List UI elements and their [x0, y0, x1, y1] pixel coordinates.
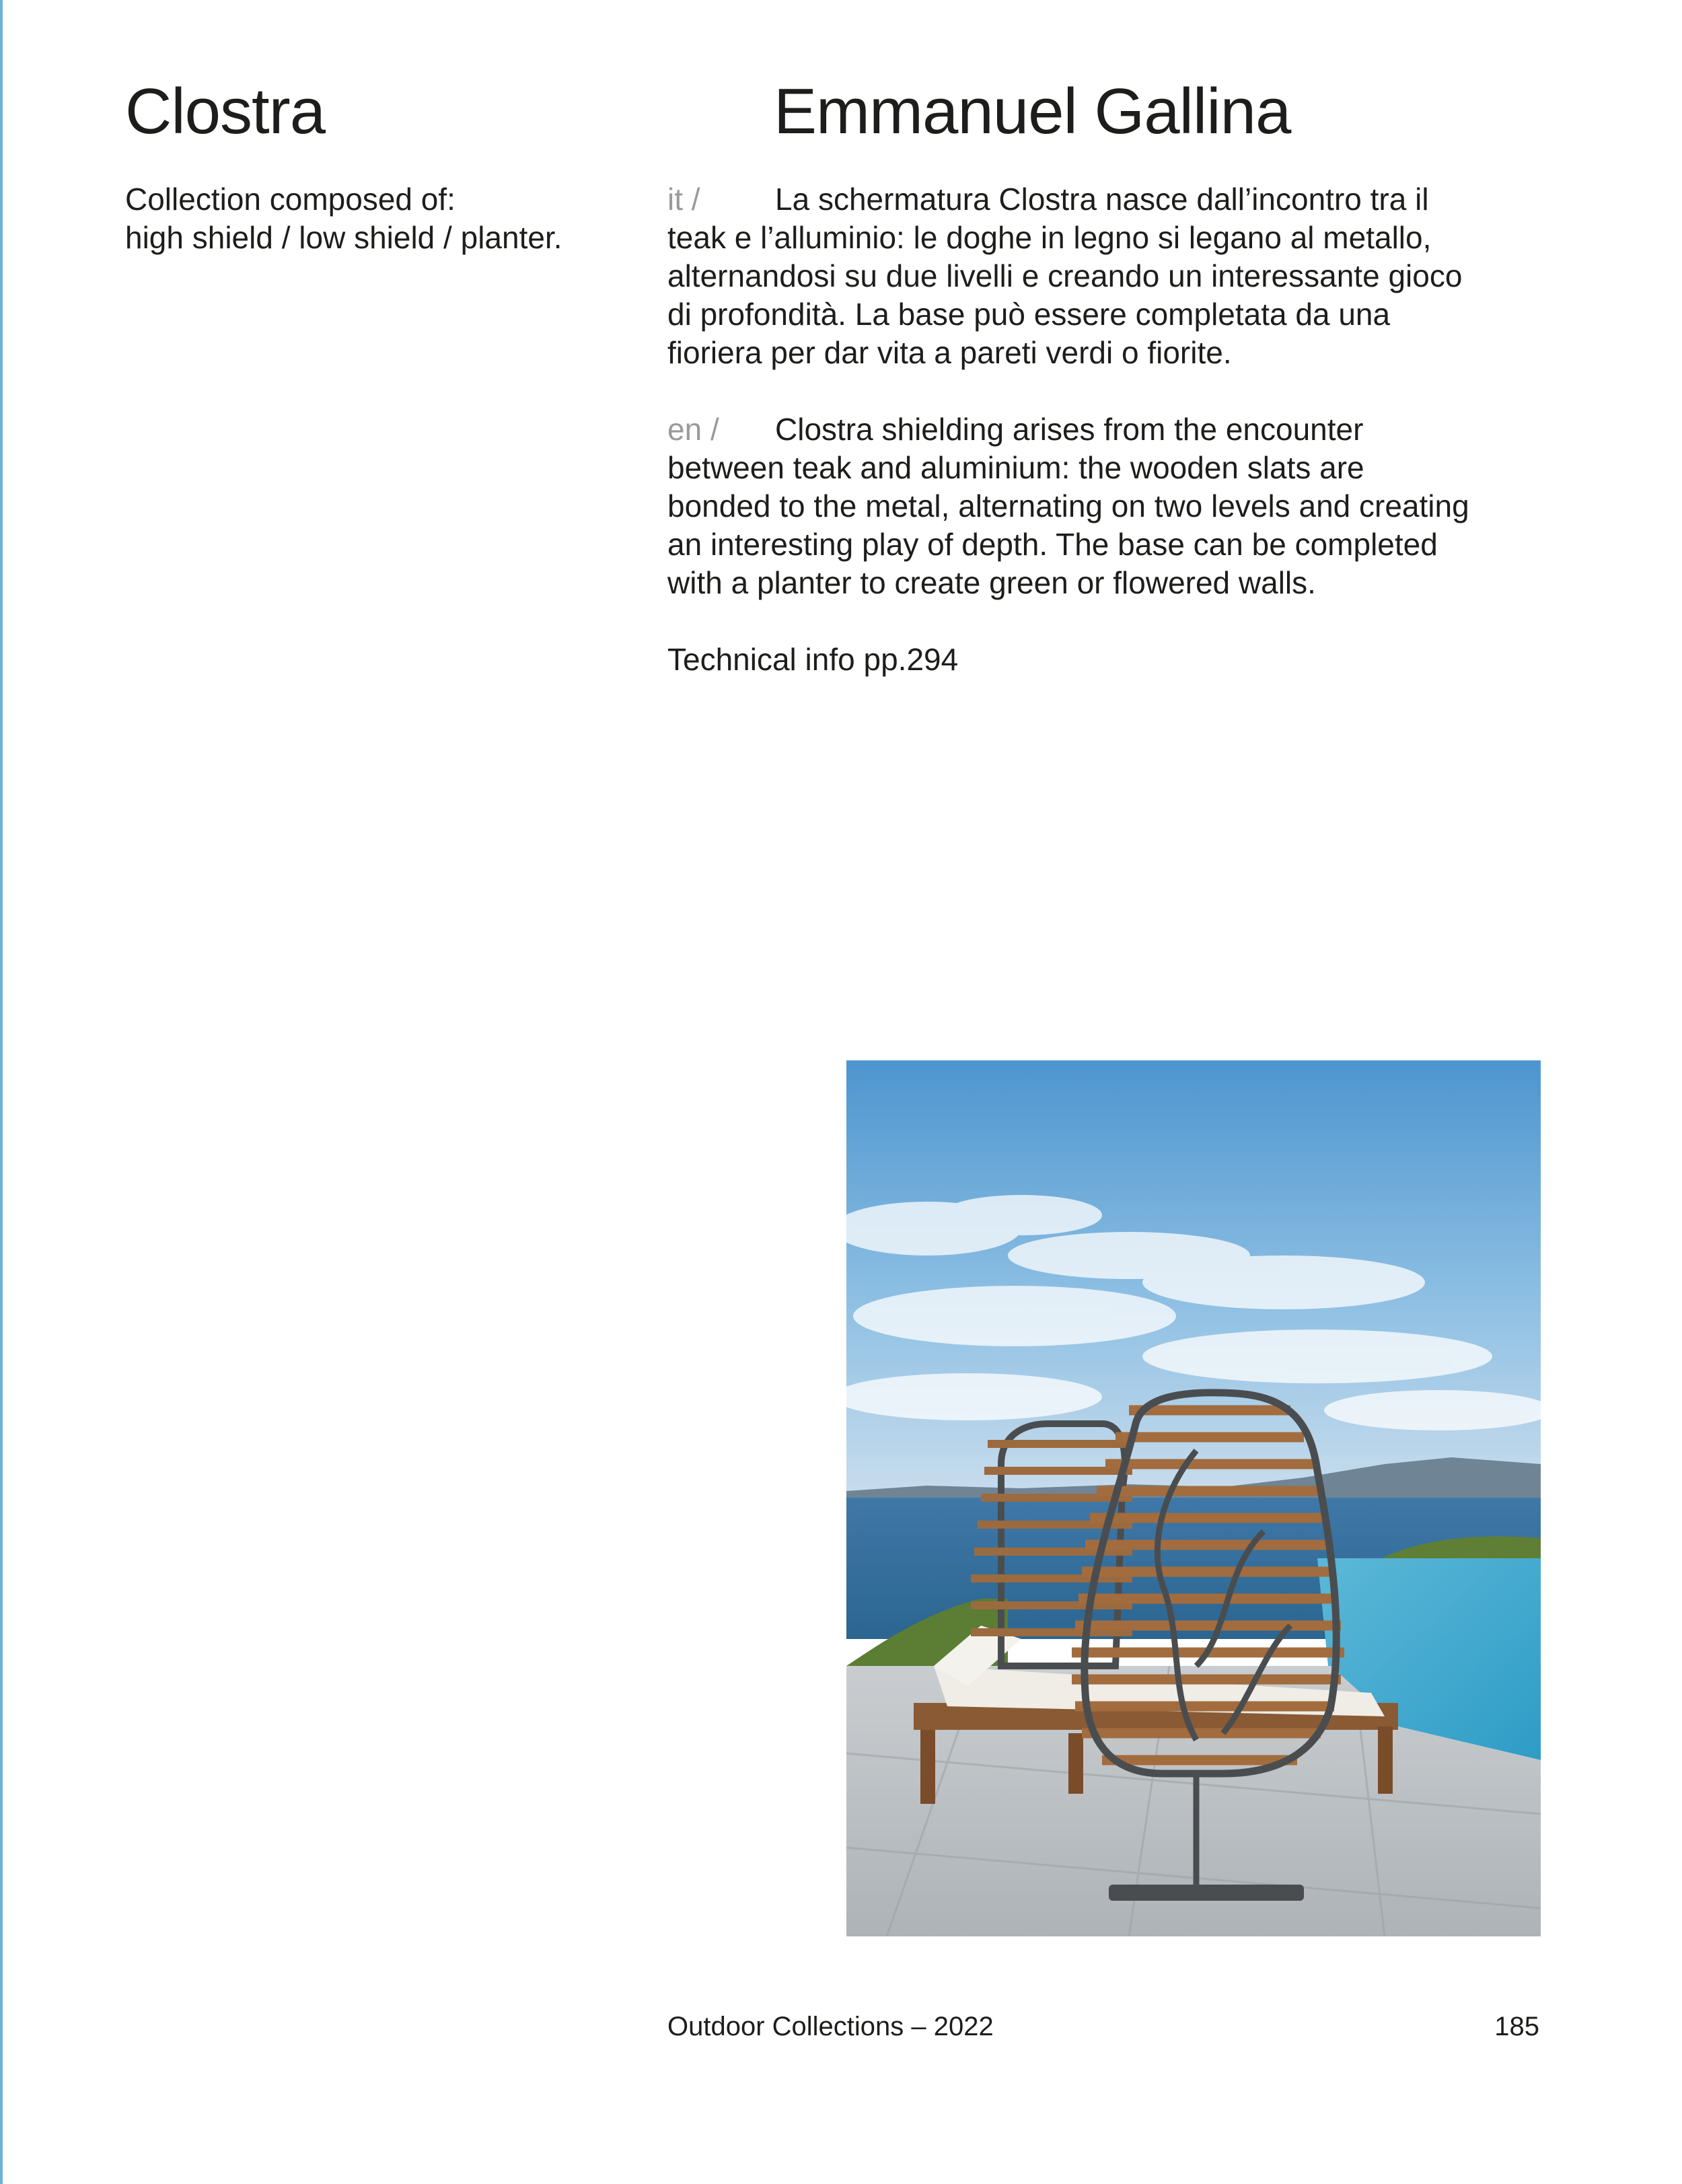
page-edge-strip — [0, 0, 3, 2184]
publication-footer: Outdoor Collections – 2022 — [667, 2012, 994, 2041]
it-line-3: alternandosi su due livelli e creando un interessante gioco — [667, 258, 1463, 293]
description-column — [667, 180, 1562, 679]
it-line-1-text: La schermatura Clostra nasce dall’incontro tra il — [775, 182, 1429, 217]
en-line-2: between teak and aluminium: the wooden slats are — [667, 450, 1364, 485]
it-line-1 — [667, 180, 1562, 219]
composition-line-1: Collection composed of: — [125, 182, 455, 217]
italian-description — [667, 180, 1562, 372]
it-line-5: fioriera per dar vita a pareti verdi o fiorite. — [667, 335, 1232, 370]
en-line-3: bonded to the metal, alternating on two levels and creating — [667, 488, 1469, 523]
it-line-4: di profondità. La base può essere completata da una — [667, 297, 1391, 332]
en-line-1 — [667, 410, 1562, 449]
composition-line-2: high shield / low shield / planter. — [125, 220, 562, 255]
designer-name: Emmanuel Gallina — [774, 75, 1291, 147]
language-label-it: it / — [667, 182, 700, 217]
en-line-5: with a planter to create green or flowered walls. — [667, 565, 1316, 600]
language-label-en: en / — [667, 412, 719, 447]
en-line-1-text: Clostra shielding arises from the encounter — [775, 412, 1364, 447]
collection-composition — [125, 180, 636, 257]
technical-info-reference: Technical info pp.294 — [667, 642, 959, 677]
en-line-4: an interesting play of depth. The base can be completed — [667, 527, 1438, 562]
it-line-2: teak e l’alluminio: le doghe in legno si legano al metallo, — [667, 220, 1432, 255]
page-number: 185 — [1494, 2012, 1539, 2041]
collection-title: Clostra — [125, 75, 326, 147]
product-photo — [846, 1060, 1541, 1936]
english-description — [667, 410, 1562, 602]
